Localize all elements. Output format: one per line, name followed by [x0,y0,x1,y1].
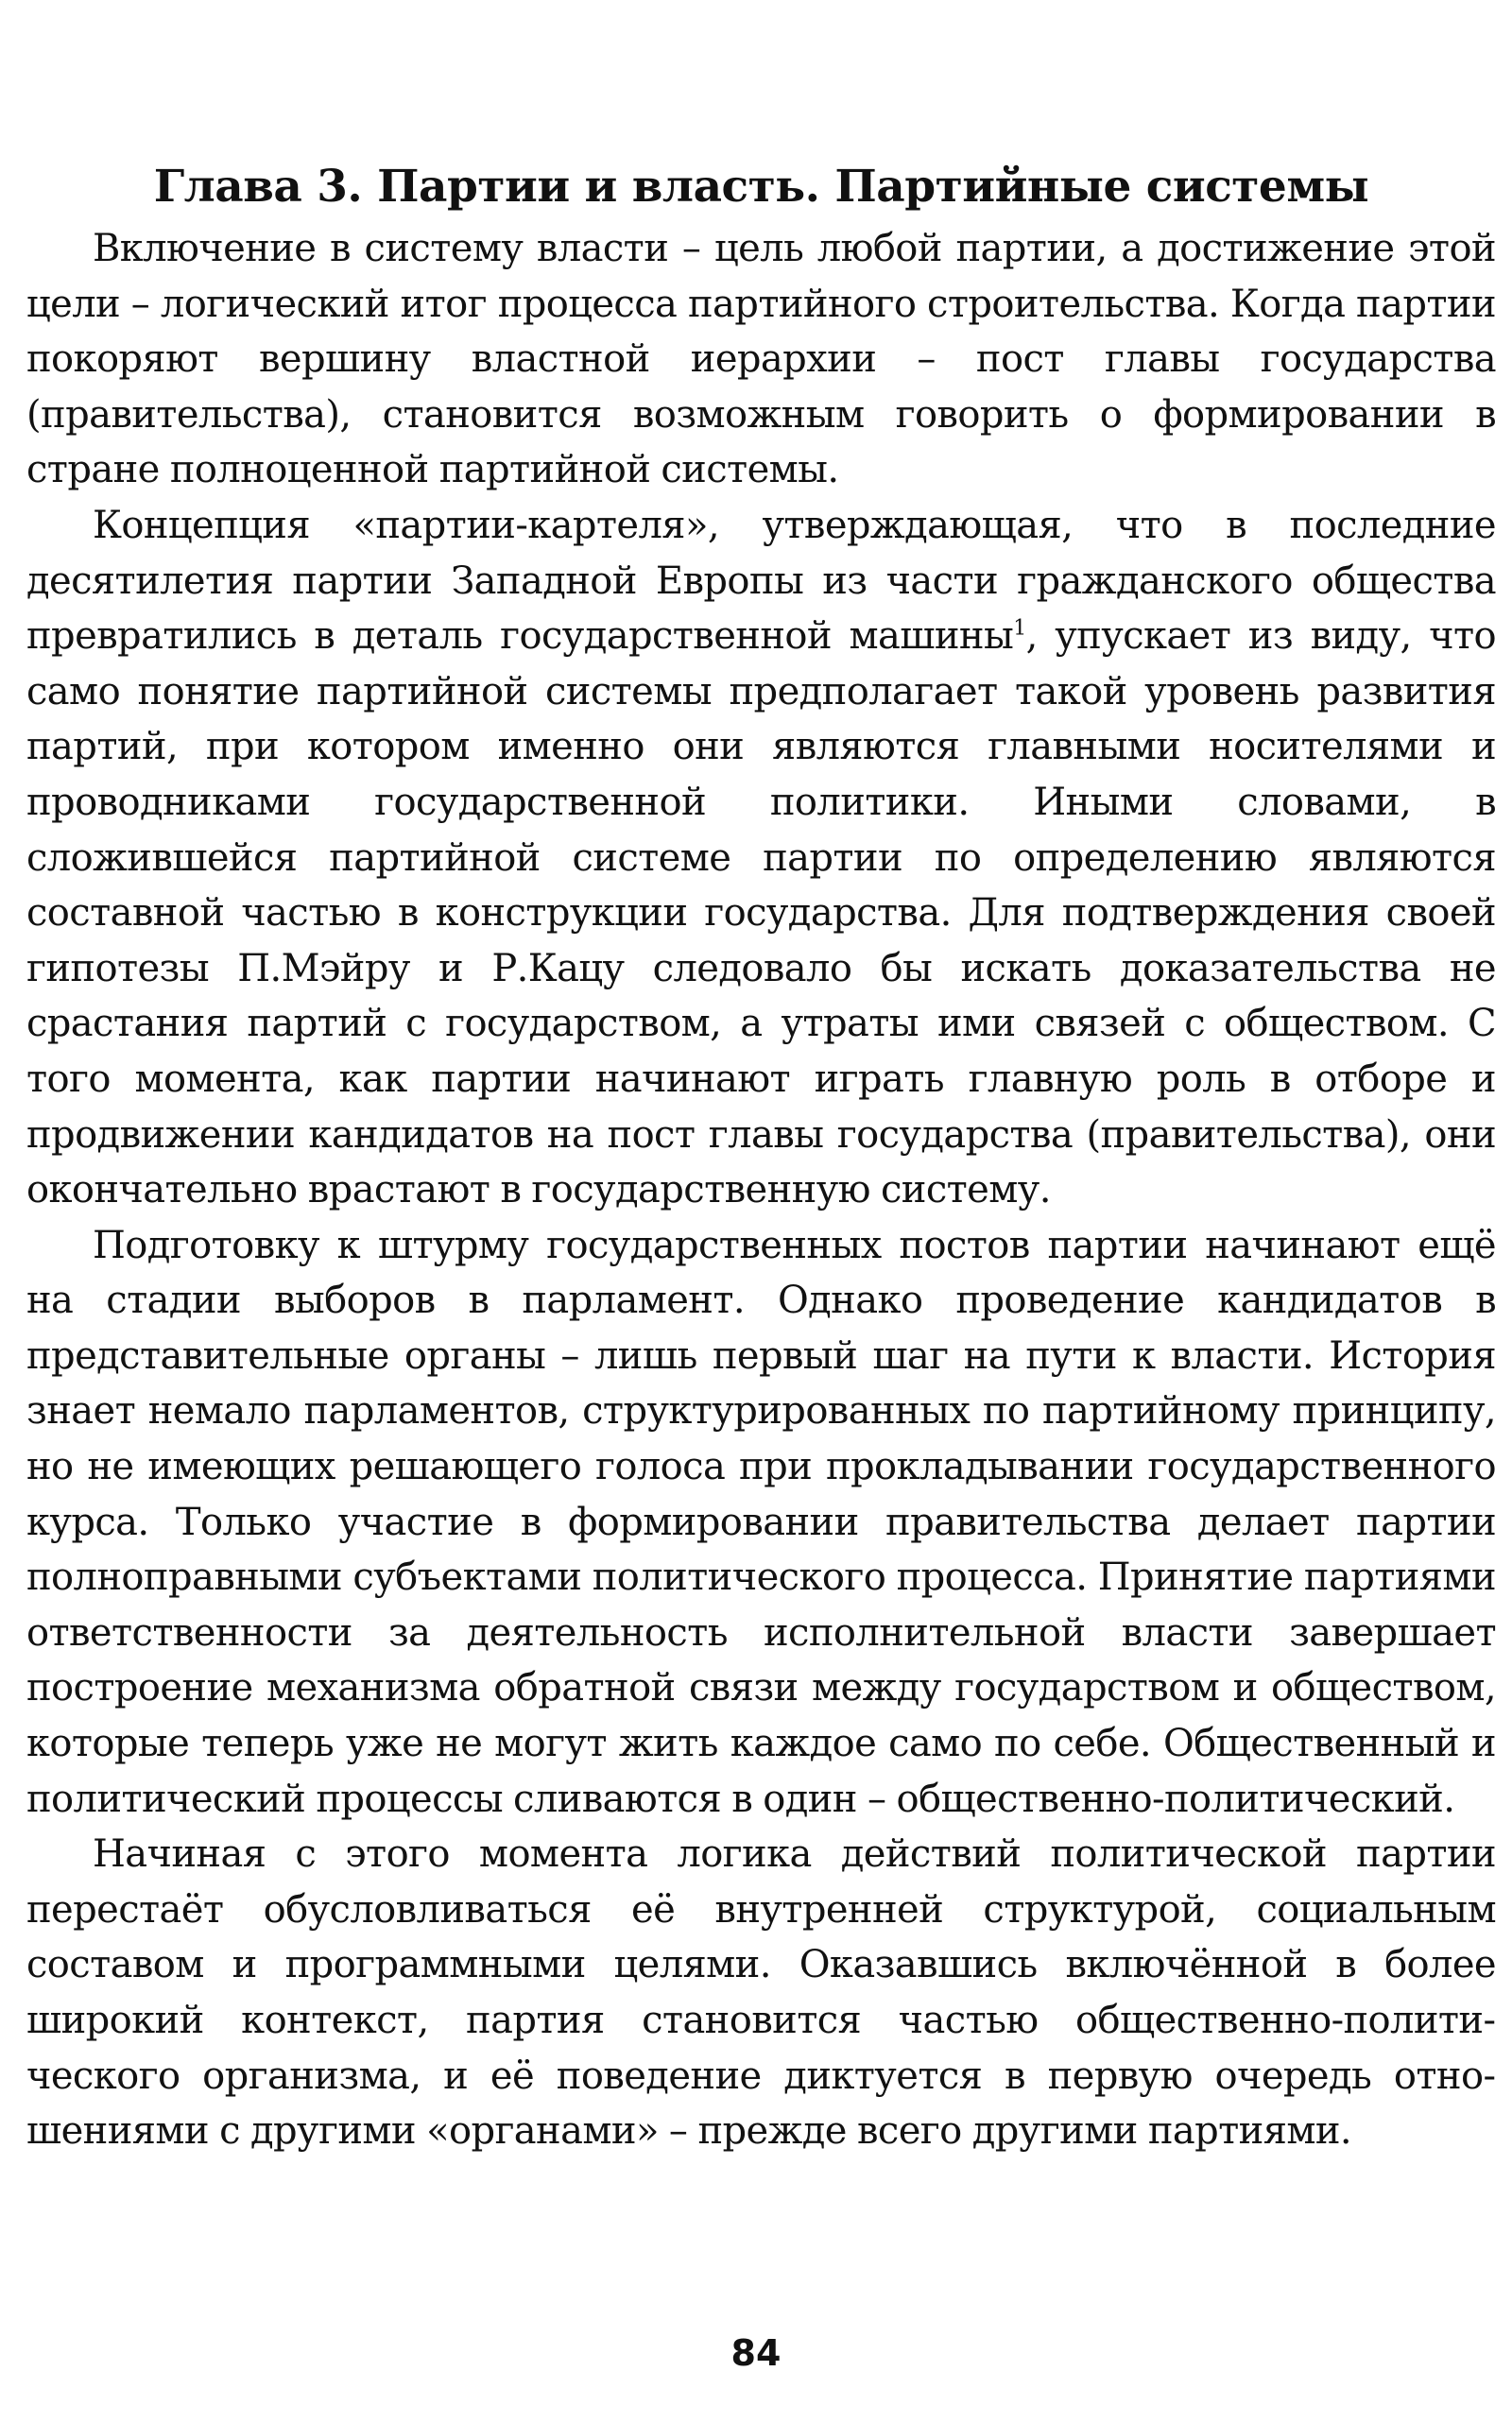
paragraph-2-text-before-note: Концепция «партии-картеля», утверждающая, что в последние десятилетия партии Западной Европы из части гражданского общества превратились в деталь государственной машины [26,503,1496,659]
paragraph-4: Начиная с этого момента логика действий политической партии перестаёт обусловливаться её внутренней структурой, социальным составом и программными целями. Оказавшись включённой в более широкий контекст, партия становится частью общественно-политического организма, и её поведение диктуется в первую очередь отношениями с другими «органами» – прежде всего другими партиями. [26,1832,1496,2154]
paragraph-3: Подготовку к штурму государственных постов партии начинают ещё на стадии выборов в парламент. Однако проведение кандидатов в представительные органы – лишь первый шаг на пути к власти. История знает немало парламентов, структурированных по партийному принципу, но не имеющих решающего голоса при прокладывании государственного курса. Только участие в формировании правительства делает партии полноправными субъектами политического процесса. Принятие партиями ответственности за деятельность исполнительной власти завершает построение механизма обратной связи между государством и обществом, которые теперь уже не могут жить каждое само по себе. Общественный и политический процессы сливаются в один – общественно-политический. [26,1223,1496,1821]
chapter-title: Глава 3. Партии и власть. Партийные системы [153,161,1369,213]
paragraph-2 [26,498,1496,1218]
book-page [26,161,1496,2159]
paragraph-2-text-after-note: , упускает из виду, что само понятие партийной системы предполагает такой уровень развития партий, при котором именно они являются главными носителями и проводниками государственной политики. Иными словами, в сложившейся партийной системе партии по определению являются составной частью в конструкции государства. Для подтверждения своей гипотезы П.Мэйру и Р.Кацу следовало бы искать доказательства не срастания партий с государством, а утраты ими связей с обществом. С того момента, как партии начинают играть главную роль в отборе и продвижении кандидатов на пост главы государства (правительства), они окончательно врастают в государственную систему. [26,614,1497,1212]
paragraph-1: Включение в систему власти – цель любой партии, а достижение этой цели – логический итог процесса партийного строительства. Когда партии покоряют вершину властной иерархии – пост главы государства (правительства), становится возможным говорить о формировании в стране полноценной партийной системы. [26,227,1496,492]
page-number: 84 [730,2332,782,2374]
footnote-marker: 1 [1013,616,1026,641]
